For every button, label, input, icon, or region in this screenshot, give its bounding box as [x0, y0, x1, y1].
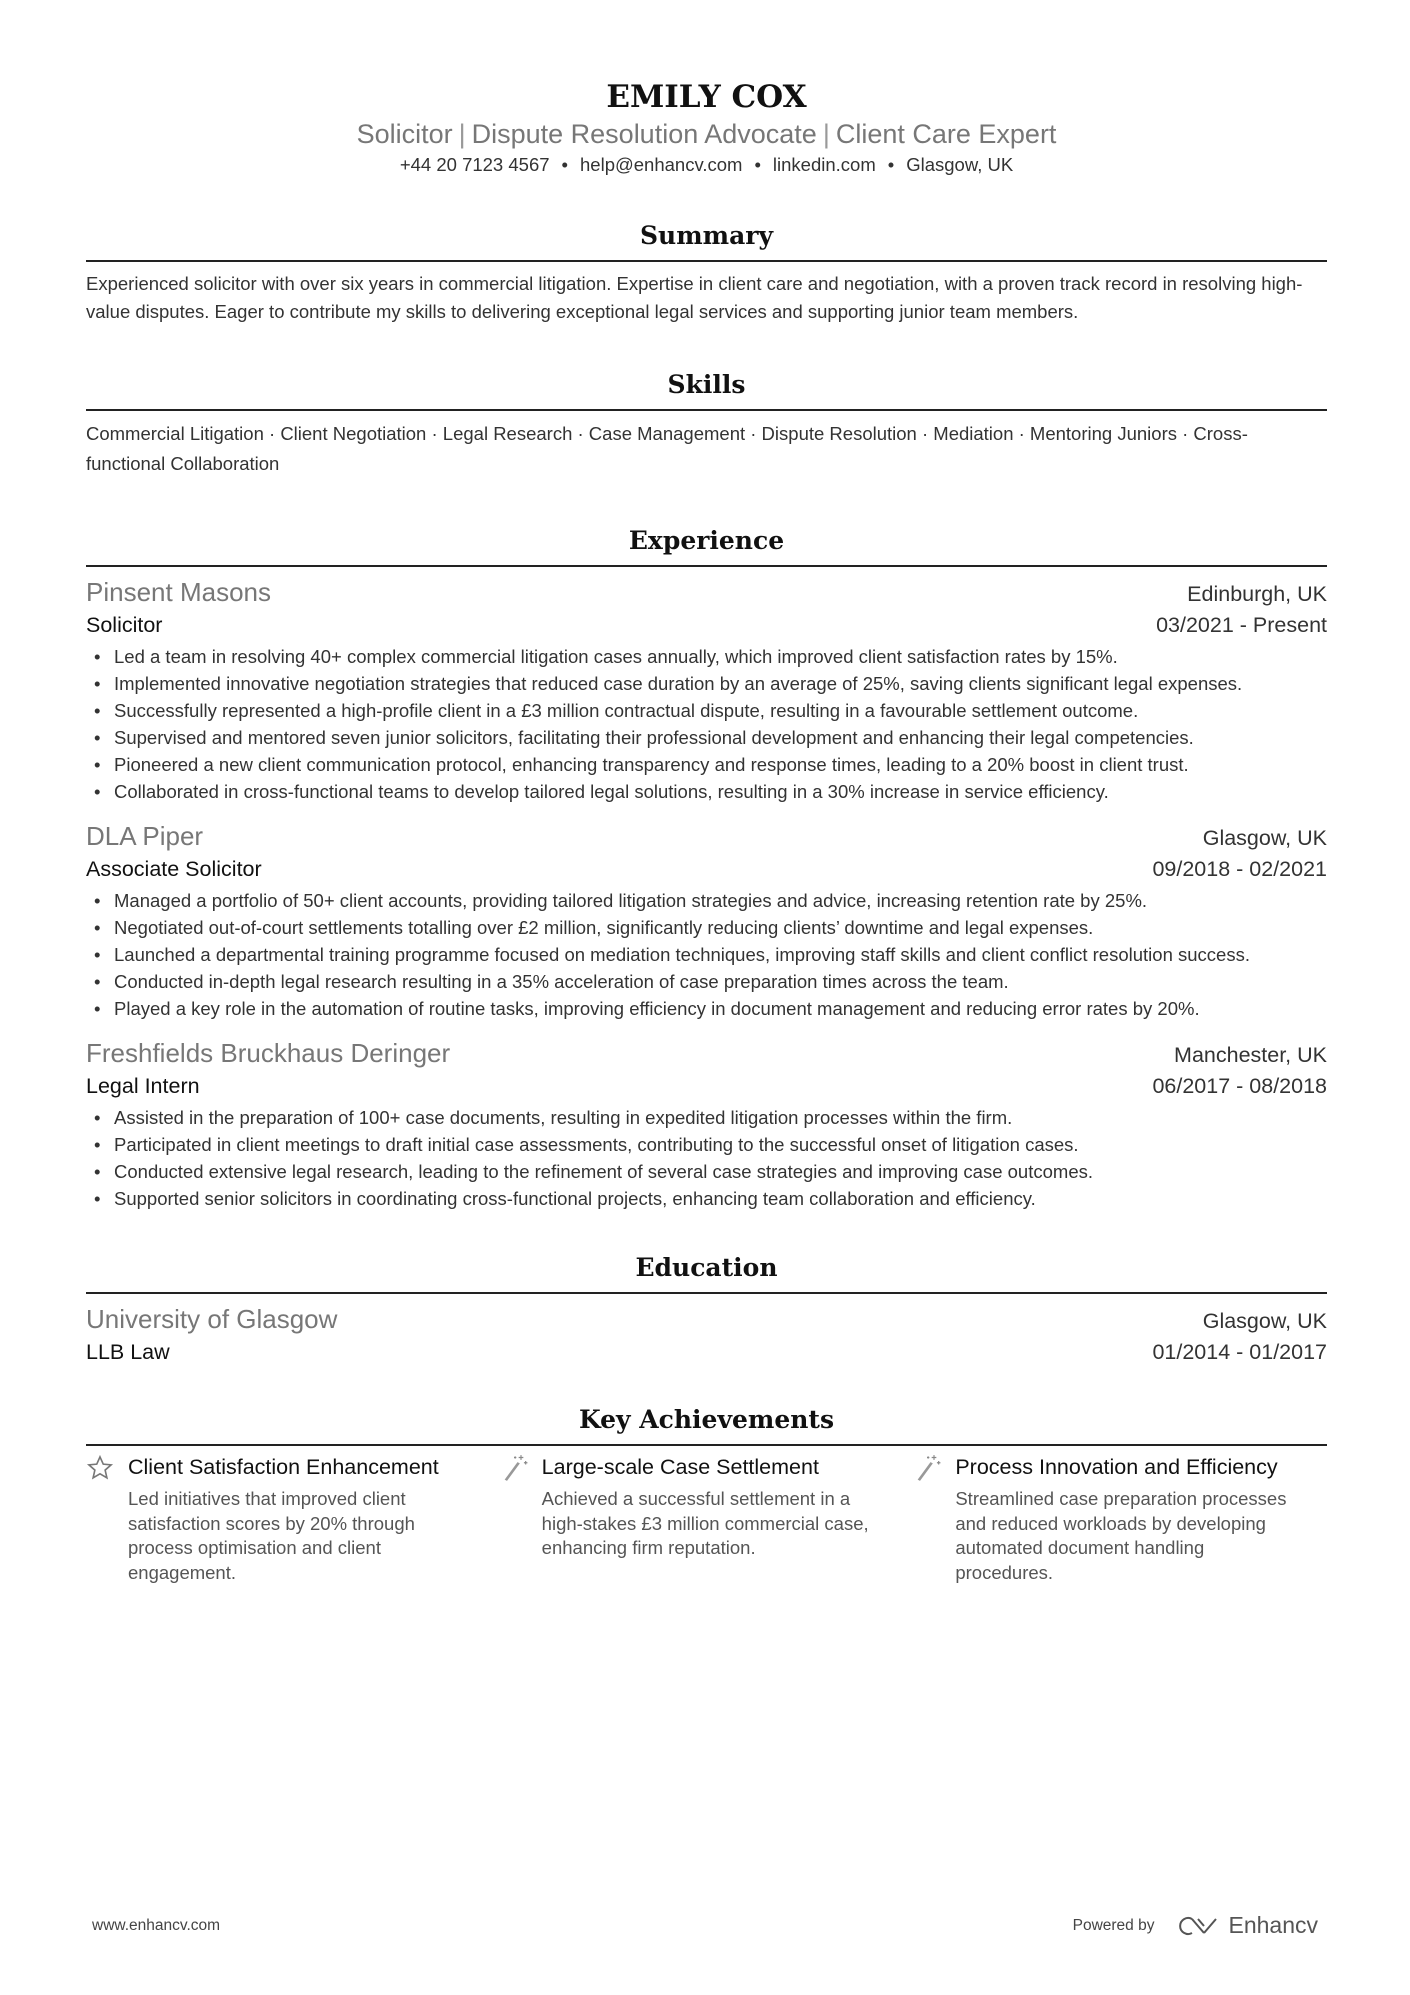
achievement-item — [913, 1454, 1327, 1585]
powered-by — [1073, 1912, 1318, 1939]
headline-item: Dispute Resolution Advocate — [471, 119, 817, 149]
magic-wand-icon — [500, 1454, 532, 1585]
job-entry — [86, 819, 1327, 1022]
brand-name: Enhancv — [1228, 1912, 1318, 1938]
achievements-list — [86, 1454, 1327, 1585]
summary-text: Experienced solicitor with over six years in commercial litigation. Expertise in client care and negotiation, with a proven track record in resolving high-value disputes. Eager to contribute my skills to delivering exceptional legal services and supporting junior team members. — [86, 273, 1303, 322]
job-location: Glasgow, UK — [1202, 826, 1327, 850]
section-heading-achievements: Key Achievements — [578, 1405, 835, 1434]
job-entry — [86, 575, 1327, 805]
bullet-item: • Led a team in resolving 40+ complex commercial litigation cases annually, which improved client satisfaction rates by 15%. — [86, 643, 1327, 670]
job-dates: 09/2018 - 02/2021 — [1152, 857, 1327, 881]
bullet-item: • Negotiated out-of-court settlements totalling over £2 million, significantly reducing clients’ downtime and legal expenses. — [86, 914, 1327, 941]
section-heading-summary: Summary — [639, 221, 774, 250]
job-location: Edinburgh, UK — [1187, 582, 1327, 606]
achievement-description: Achieved a successful settlement in a high-stakes £3 million commercial case, enhancing firm reputation. — [541, 1488, 869, 1558]
achievement-description: Streamlined case preparation processes and reduced workloads by developing automated document handling procedures. — [955, 1488, 1287, 1583]
section-heading-experience: Experience — [628, 526, 785, 555]
divider — [86, 409, 1327, 411]
bullet-item: • Supported senior solicitors in coordinating cross-functional projects, enhancing team collaboration and efficiency. — [86, 1185, 1327, 1212]
section-heading-education: Education — [635, 1253, 778, 1282]
achievement-title: Large-scale Case Settlement — [541, 1455, 819, 1479]
skills-list: Commercial Litigation · Client Negotiation · Legal Research · Case Management · Dispute Resolution · Mediation · Mentoring Juniors · Cross-functional Collaboration — [86, 423, 1248, 474]
bullet-item: • Assisted in the preparation of 100+ case documents, resulting in expedited litigation processes within the firm. — [86, 1104, 1327, 1131]
job-title: Solicitor — [86, 613, 163, 637]
bullet-item: • Conducted extensive legal research, leading to the refinement of several case strategies and improving case outcomes. — [86, 1158, 1327, 1185]
job-location: Manchester, UK — [1174, 1043, 1327, 1067]
job-title: Legal Intern — [86, 1074, 200, 1098]
bullet-item: • Supervised and mentored seven junior solicitors, facilitating their professional development and enhancing their legal competencies. — [86, 724, 1327, 751]
website-link[interactable]: www.enhancv.com — [92, 1916, 221, 1934]
powered-by-label: Powered by — [1072, 1916, 1155, 1934]
school-location: Glasgow, UK — [1202, 1309, 1327, 1333]
company-name: Pinsent Masons — [86, 577, 271, 607]
email-link[interactable]: help@enhancv.com — [580, 154, 743, 175]
experience-list — [86, 575, 1327, 1212]
achievement-title: Process Innovation and Efficiency — [955, 1455, 1278, 1479]
bullet-item: • Played a key role in the automation of routine tasks, improving efficiency in document management and reducing error rates by 20%. — [86, 995, 1327, 1022]
headline: Solicitor | Dispute Resolution Advocate | Client Care Expert — [356, 119, 1057, 149]
footer — [92, 1912, 1318, 1939]
candidate-name: EMILY COX — [606, 79, 807, 115]
location: Glasgow, UK — [906, 154, 1014, 175]
school-name: University of Glasgow — [86, 1304, 338, 1334]
star-icon — [86, 1454, 118, 1585]
phone: +44 20 7123 4567 — [399, 154, 550, 175]
resume — [86, 0, 1327, 1585]
job-bullets — [86, 643, 1327, 805]
job-title: Associate Solicitor — [86, 857, 262, 881]
divider — [86, 565, 1327, 567]
bullet-item: • Launched a departmental training programme focused on mediation techniques, improving staff skills and client conflict resolution success. — [86, 941, 1327, 968]
achievement-item — [500, 1454, 914, 1585]
education-dates: 01/2014 - 01/2017 — [1152, 1340, 1327, 1364]
linkedin-link[interactable]: linkedin.com — [772, 154, 876, 175]
bullet-item: • Implemented innovative negotiation strategies that reduced case duration by an average of 25%, saving clients significant legal expenses. — [86, 670, 1327, 697]
divider — [86, 1292, 1327, 1294]
enhancv-logo — [1176, 1912, 1318, 1939]
job-dates: 03/2021 - Present — [1156, 613, 1327, 637]
headline-item: Client Care Expert — [835, 119, 1057, 149]
education-entry — [86, 1302, 1327, 1368]
bullet-item: • Pioneered a new client communication protocol, enhancing transparency and response times, leading to a 20% boost in client trust. — [86, 751, 1327, 778]
achievement-item — [86, 1454, 500, 1585]
magic-wand-icon — [913, 1454, 945, 1585]
divider — [86, 260, 1327, 262]
job-entry — [86, 1036, 1327, 1212]
job-bullets — [86, 1104, 1327, 1212]
bullet-item: • Conducted in-depth legal research resulting in a 35% acceleration of case preparation times across the team. — [86, 968, 1327, 995]
degree: LLB Law — [86, 1340, 170, 1364]
bullet-item: • Successfully represented a high-profile client in a £3 million contractual dispute, resulting in a favourable settlement outcome. — [86, 697, 1327, 724]
achievement-title: Client Satisfaction Enhancement — [128, 1455, 439, 1479]
job-dates: 06/2017 - 08/2018 — [1152, 1074, 1327, 1098]
bullet-item: • Participated in client meetings to draft initial case assessments, contributing to the successful onset of litigation cases. — [86, 1131, 1327, 1158]
job-bullets — [86, 887, 1327, 1022]
company-name: DLA Piper — [86, 821, 204, 851]
divider — [86, 1444, 1327, 1446]
bullet-item: • Collaborated in cross-functional teams to develop tailored legal solutions, resulting in a 30% increase in service efficiency. — [86, 778, 1327, 805]
bullet-item: • Managed a portfolio of 50+ client accounts, providing tailored litigation strategies and advice, increasing retention rate by 25%. — [86, 887, 1327, 914]
company-name: Freshfields Bruckhaus Deringer — [86, 1038, 451, 1068]
section-heading-skills: Skills — [667, 370, 746, 399]
contact-info: +44 20 7123 4567 • help@enhancv.com • linkedin.com • Glasgow, UK — [399, 154, 1014, 175]
headline-item: Solicitor — [356, 119, 453, 149]
achievement-description: Led initiatives that improved client satisfaction scores by 20% through process optimisation and client engagement. — [128, 1488, 415, 1583]
enhancv-logo-icon — [1176, 1914, 1220, 1938]
